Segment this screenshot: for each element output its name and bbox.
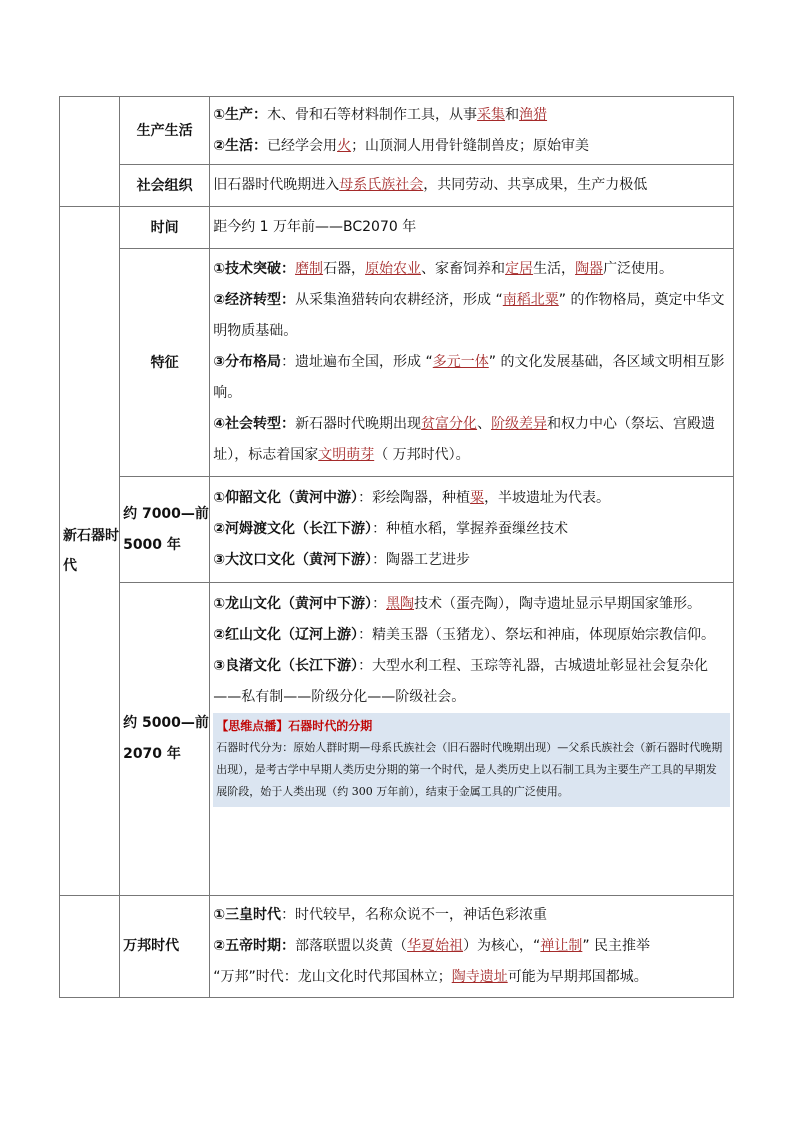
culture-hongshan: ②红山文化（辽河上游）：精美玉器（玉猪龙）、祭坛和神庙，体现原始宗教信仰。: [213, 627, 716, 643]
line-life: ②生活：已经学会用火；山顶洞人用骨针缝制兽皮；原始审美: [213, 137, 590, 154]
content-social-organization: 旧石器时代晚期进入母系氏族社会，共同劳动、共享成果，生产力极低: [210, 165, 734, 207]
keyword-matriarchal-society: 母系氏族社会: [339, 177, 424, 193]
row-wanbang: [60, 896, 734, 998]
content-7000-5000: [210, 477, 734, 583]
row-features: [60, 249, 734, 477]
row-7000-5000: [60, 477, 734, 583]
era-cell-paleolithic: [60, 97, 120, 207]
content-time: 距今约 1 万年前——BC2070 年: [210, 207, 734, 249]
era-wanbang-note: “万邦”时代：龙山文化时代邦国林立；陶寺遗址可能为早期邦国都城。: [213, 969, 648, 985]
content-production-life: [210, 97, 734, 165]
era-five-emperors: ②五帝时期：部落联盟以炎黄（华夏始祖）为核心，“禅让制” 民主推举: [213, 938, 651, 954]
history-table: [59, 96, 734, 998]
keyword-fire: 火: [337, 137, 352, 154]
feature-economy: ②经济转型：从采集渔猎转向农耕经济，形成 “南稻北粟” 的作物格局，奠定中华文明物质基础。: [213, 292, 725, 339]
era-cell-empty: [60, 896, 120, 998]
line-production: ①生产：木、骨和石等材料制作工具，从事采集和渔猎: [213, 106, 548, 123]
era-cell-neolithic: 新石器时代: [60, 207, 120, 896]
era-three-sovereigns: ①三皇时代：时代较早，名称众说不一，神话色彩浓重: [213, 907, 548, 923]
feature-technology: ①技术突破：磨制石器，原始农业、家畜饲养和定居生活，陶器广泛使用。: [213, 261, 674, 277]
category-5000-2070: 约 5000—前 2070 年: [120, 583, 210, 896]
content-5000-2070: [210, 583, 734, 896]
category-time: 时间: [120, 207, 210, 249]
tip-text: 石器时代分为：原始人群时期—母系氏族社会（旧石器时代晚期出现）—父系氏族社会（新石器时代晚期出现），是考古学中早期人类历史分期的第一个时代，是人类历史上以石制工具为主要生产工具的早期发展阶段，始于人类出现（约 300 万年前），结束于金属工具的广泛使用。: [216, 741, 723, 798]
culture-longshan: ①龙山文化（黄河中下游）：黑陶技术（蛋壳陶），陶寺遗址显示早期国家雏形。: [213, 596, 702, 612]
category-wanbang: 万邦时代: [120, 896, 210, 998]
culture-yangshao: ①仰韶文化（黄河中游）：彩绘陶器，种植粟，半坡遗址为代表。: [213, 490, 611, 506]
category-7000-5000: 约 7000—前 5000 年: [120, 477, 210, 583]
row-production-life: [60, 97, 734, 165]
culture-liangzhu: ③良渚文化（长江下游）：大型水利工程、玉琮等礼器，古城遗址彰显社会复杂化——私有制——阶级分化——阶级社会。: [213, 658, 709, 705]
keyword-gathering: 采集: [477, 106, 506, 123]
category-features: 特征: [120, 249, 210, 477]
thinking-tip-box: [213, 713, 730, 807]
tip-title: 【思维点播】石器时代的分期: [216, 719, 373, 733]
culture-dawenkou: ③大汶口文化（黄河下游）：陶器工艺进步: [213, 552, 471, 568]
row-5000-2070: [60, 583, 734, 896]
row-time: [60, 207, 734, 249]
row-social-organization: [60, 165, 734, 207]
keyword-fishing-hunting: 渔猎: [519, 106, 548, 123]
content-features: [210, 249, 734, 477]
category-social-organization: 社会组织: [120, 165, 210, 207]
feature-distribution: ③分布格局：遗址遍布全国，形成 “多元一体” 的文化发展基础，各区域文明相互影响。: [213, 354, 725, 401]
feature-society: ④社会转型：新石器时代晚期出现贫富分化、阶级差异和权力中心（祭坛、宫殿遗址），标志着国家文明萌芽（ 万邦时代）。: [213, 416, 716, 463]
content-wanbang: [210, 896, 734, 998]
culture-hemudu: ②河姆渡文化（长江下游）：种植水稻，掌握养蚕缫丝技术: [213, 521, 569, 537]
category-production-life: 生产生活: [120, 97, 210, 165]
